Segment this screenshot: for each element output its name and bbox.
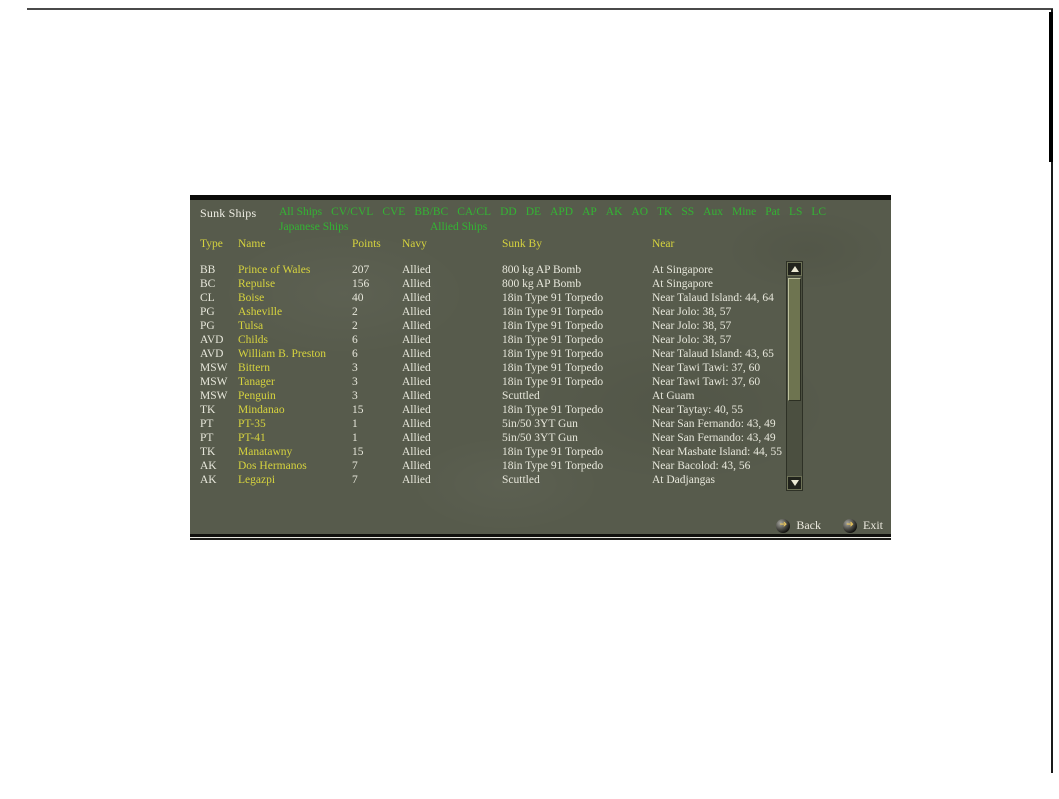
cell-points: 207 [352, 264, 370, 276]
cell-near: Near San Fernando: 43, 49 [652, 418, 776, 430]
cell-sunk-by: 800 kg AP Bomb [502, 278, 582, 290]
cell-type: AK [200, 474, 217, 486]
table-scrollbar[interactable] [786, 261, 803, 491]
arrow-down-icon [791, 480, 799, 486]
cell-near: Near Jolo: 38, 57 [652, 320, 732, 332]
scrollbar-thumb[interactable] [788, 278, 801, 401]
window-frame-top-line [27, 8, 1053, 10]
filter-tk[interactable]: TK [657, 206, 673, 218]
column-header-near: Near [652, 238, 675, 250]
column-header-sunk-by: Sunk By [502, 238, 542, 250]
cell-navy: Allied [402, 418, 431, 430]
cell-near: At Singapore [652, 278, 714, 290]
cell-points: 2 [352, 320, 358, 332]
cell-type: AK [200, 460, 217, 472]
navy-filter-nav [190, 221, 891, 235]
cell-name: Legazpi [238, 474, 276, 486]
cell-sunk-by: 5in/50 3YT Gun [502, 432, 578, 444]
cell-sunk-by: 18in Type 91 Torpedo [502, 404, 604, 416]
cell-type: PG [200, 320, 215, 332]
cell-name: Childs [238, 334, 269, 346]
cell-navy: Allied [402, 390, 431, 402]
back-button-label: Back [796, 518, 821, 532]
cell-points: 7 [352, 474, 358, 486]
cell-near: At Singapore [652, 264, 714, 276]
cell-near: At Guam [652, 390, 695, 402]
cell-type: MSW [200, 376, 228, 388]
cell-sunk-by: 18in Type 91 Torpedo [502, 348, 604, 360]
filter-cv-cvl[interactable]: CV/CVL [331, 206, 374, 218]
cell-navy: Allied [402, 404, 431, 416]
cell-near: Near Tawi Tawi: 37, 60 [652, 376, 761, 388]
cell-type: PT [200, 432, 214, 444]
cell-near: Near Jolo: 38, 57 [652, 334, 732, 346]
cell-type: CL [200, 292, 215, 304]
cell-points: 15 [352, 446, 364, 458]
cell-navy: Allied [402, 264, 431, 276]
scroll-up-button[interactable] [787, 262, 802, 276]
cell-points: 6 [352, 334, 358, 346]
cell-name: Penguin [238, 390, 276, 402]
filter-ak[interactable]: AK [605, 206, 623, 218]
page-title: Sunk Ships [200, 206, 257, 220]
cell-name: Repulse [238, 278, 276, 290]
sunk-ships-panel [190, 195, 891, 537]
filter-ap[interactable]: AP [582, 206, 597, 218]
cell-navy: Allied [402, 446, 431, 458]
filter-ca-cl[interactable]: CA/CL [457, 206, 492, 218]
cell-sunk-by: 18in Type 91 Torpedo [502, 460, 604, 472]
cell-navy: Allied [402, 320, 431, 332]
cell-name: Tanager [238, 376, 275, 388]
filter-aux[interactable]: Aux [703, 206, 723, 218]
cell-navy: Allied [402, 432, 431, 444]
cell-navy: Allied [402, 376, 431, 388]
cell-near: Near Masbate Island: 44, 55 [652, 446, 782, 458]
cell-navy: Allied [402, 278, 431, 290]
cell-sunk-by: 18in Type 91 Torpedo [502, 362, 604, 374]
exit-button[interactable] [843, 518, 883, 533]
cell-points: 2 [352, 306, 358, 318]
filter-lc[interactable]: LC [811, 206, 827, 218]
cell-near: Near Talaud Island: 43, 65 [652, 348, 774, 360]
filter-allied-ships[interactable]: Allied Ships [430, 221, 488, 233]
cell-points: 3 [352, 362, 358, 374]
cell-points: 3 [352, 376, 358, 388]
cell-name: Boise [238, 292, 265, 304]
exit-button-label: Exit [863, 518, 883, 532]
cell-points: 15 [352, 404, 364, 416]
cell-type: MSW [200, 390, 228, 402]
cell-sunk-by: 18in Type 91 Torpedo [502, 334, 604, 346]
cell-sunk-by: 18in Type 91 Torpedo [502, 292, 604, 304]
cell-name: Prince of Wales [238, 264, 311, 276]
cell-points: 1 [352, 432, 358, 444]
cell-points: 156 [352, 278, 370, 290]
cell-near: Near San Fernando: 43, 49 [652, 432, 776, 444]
cell-near: Near Taytay: 40, 55 [652, 404, 743, 416]
cell-type: MSW [200, 362, 228, 374]
back-arrow-icon: ➔ [776, 519, 790, 533]
filter-ao[interactable]: AO [631, 206, 649, 218]
window-right-scroll-edge [1049, 12, 1053, 162]
cell-navy: Allied [402, 348, 431, 360]
filter-bb-bc[interactable]: BB/BC [414, 206, 449, 218]
cell-near: Near Talaud Island: 44, 64 [652, 292, 774, 304]
cell-name: PT-41 [238, 432, 266, 444]
cell-name: Bittern [238, 362, 270, 374]
cell-points: 7 [352, 460, 358, 472]
filter-dd[interactable]: DD [500, 206, 517, 218]
exit-arrow-icon: ➔ [843, 519, 857, 533]
cell-sunk-by: Scuttled [502, 474, 540, 486]
column-header-name: Name [238, 238, 266, 250]
filter-de[interactable]: DE [525, 206, 542, 218]
arrow-up-icon [791, 266, 799, 272]
column-header-points: Points [352, 238, 381, 250]
filter-apd[interactable]: APD [550, 206, 574, 218]
cell-type: BC [200, 278, 216, 290]
footer-buttons [776, 518, 883, 533]
cell-sunk-by: 18in Type 91 Torpedo [502, 320, 604, 332]
cell-near: Near Jolo: 38, 57 [652, 306, 732, 318]
column-header-navy: Navy [402, 238, 427, 250]
cell-near: Near Tawi Tawi: 37, 60 [652, 362, 761, 374]
cell-points: 6 [352, 348, 358, 360]
cell-type: TK [200, 404, 216, 416]
cell-name: William B. Preston [238, 348, 327, 360]
cell-points: 3 [352, 390, 358, 402]
cell-points: 1 [352, 418, 358, 430]
filter-ss[interactable]: SS [681, 206, 695, 218]
cell-navy: Allied [402, 292, 431, 304]
cell-navy: Allied [402, 306, 431, 318]
cell-name: Asheville [238, 306, 283, 318]
cell-points: 40 [352, 292, 364, 304]
cell-type: TK [200, 446, 216, 458]
cell-navy: Allied [402, 334, 431, 346]
cell-sunk-by: Scuttled [502, 390, 540, 402]
cell-sunk-by: 18in Type 91 Torpedo [502, 306, 604, 318]
filter-cve[interactable]: CVE [382, 206, 406, 218]
table-header-row [190, 238, 891, 252]
filter-mine[interactable]: Mine [731, 206, 757, 218]
filter-all-ships[interactable]: All Ships [279, 206, 323, 218]
cell-name: Manatawny [238, 446, 293, 458]
scroll-down-button[interactable] [787, 476, 802, 490]
cell-name: PT-35 [238, 418, 266, 430]
cell-navy: Allied [402, 460, 431, 472]
cell-navy: Allied [402, 474, 431, 486]
ship-type-filter-nav [279, 206, 879, 218]
cell-navy: Allied [402, 362, 431, 374]
filter-pat[interactable]: Pat [765, 206, 780, 218]
cell-name: Mindanao [238, 404, 285, 416]
cell-sunk-by: 800 kg AP Bomb [502, 264, 582, 276]
cell-name: Dos Hermanos [238, 460, 307, 472]
cell-sunk-by: 18in Type 91 Torpedo [502, 446, 604, 458]
cell-sunk-by: 18in Type 91 Torpedo [502, 376, 604, 388]
cell-type: BB [200, 264, 216, 276]
column-header-type: Type [200, 238, 223, 250]
cell-near: Near Bacolod: 43, 56 [652, 460, 751, 472]
cell-type: PT [200, 418, 214, 430]
cell-type: AVD [200, 334, 224, 346]
filter-ls[interactable]: LS [788, 206, 803, 218]
cell-type: PG [200, 306, 215, 318]
cell-sunk-by: 5in/50 3YT Gun [502, 418, 578, 430]
cell-name: Tulsa [238, 320, 264, 332]
back-button[interactable] [776, 518, 821, 533]
cell-near: At Dadjangas [652, 474, 715, 486]
cell-type: AVD [200, 348, 224, 360]
filter-japanese-ships[interactable]: Japanese Ships [279, 221, 349, 233]
